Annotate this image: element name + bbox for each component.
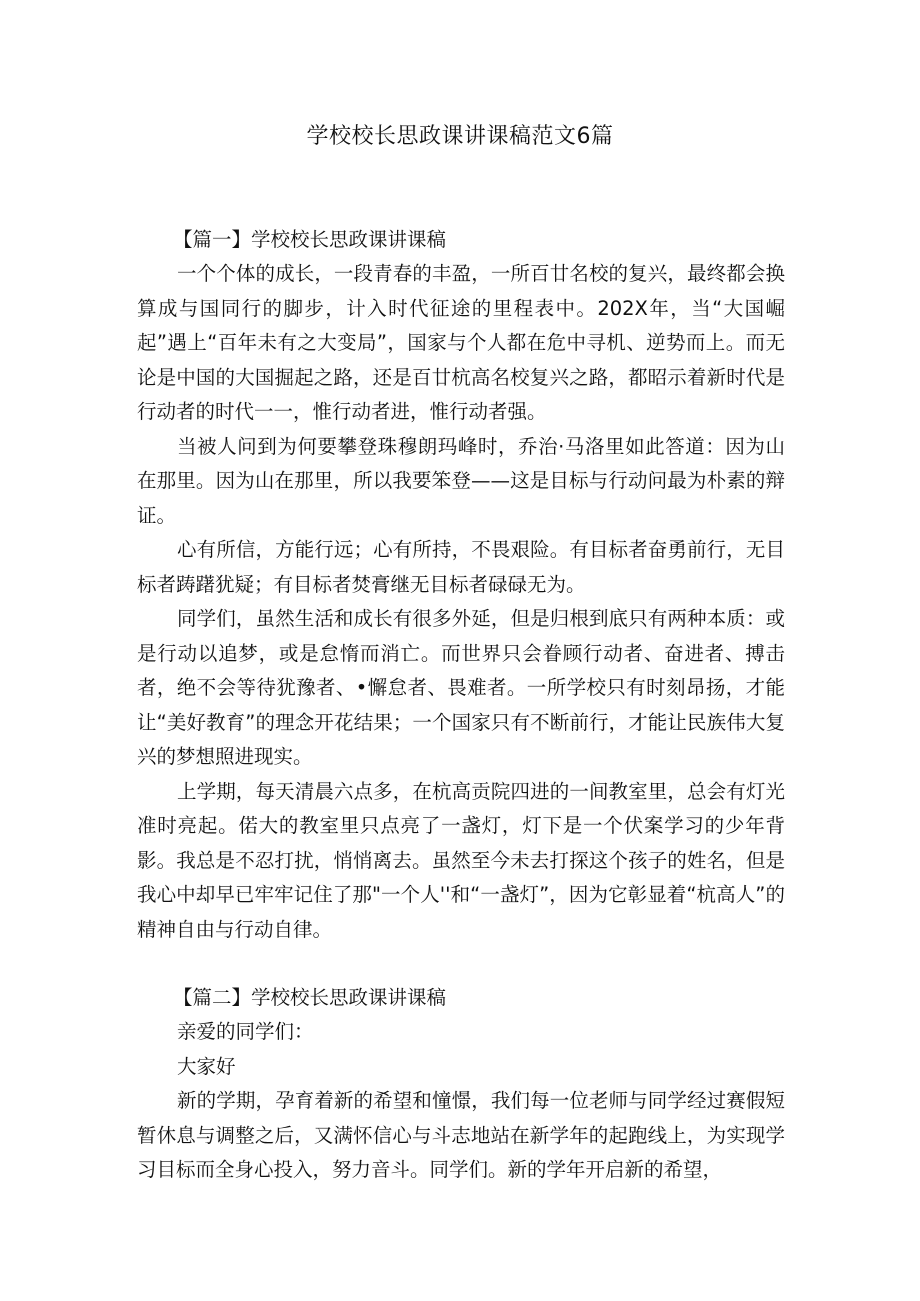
section-2-paragraph: 新的学期，孕育着新的希望和憧憬，我们每一位老师与同学经过赛假短暂休息与调整之后，又满怀信心与斗志地站在新学年的起跑线上，为实现学习目标而全身心投入，努力音斗。同学们。新的学年开启新的希望， — [137, 1089, 785, 1181]
section-1-paragraph: 上学期，每天清晨六点多，在杭高贡院四进的一间教室里，总会有灯光准时亮起。偌大的教室里只点亮了一盏灯，灯下是一个伏案学习的少年背影。我总是不忍打扰，悄悄离去。虽然至今未去打探这个孩子的姓名，但是我心中却早已牢牢记住了那"一个人''和“一盏灯”，因为它彰显着“杭高人”的精神自由与行动自律。 — [137, 779, 785, 941]
section-1-paragraph: 当被人问到为何要攀登珠穆朗玛峰时，乔治·马洛里如此答道：因为山在那里。因为山在那里，所以我要笨登——这是目标与行动问最为朴素的辩证。 — [137, 434, 785, 527]
section-1-heading: 【篇一】学校校长思政课讲课稿 — [173, 228, 447, 251]
document-body — [137, 223, 785, 1188]
document-title: 学校校长思政课讲课稿范文6篇 — [306, 124, 614, 149]
salutation: 亲爱的同学们： — [177, 1020, 314, 1043]
section-1-paragraph: 心有所信，方能行远；心有所持，不畏艰险。有目标者奋勇前行，无目标者踌躇犹疑；有目标者焚膏继无目标者碌碌无为。 — [137, 538, 785, 596]
greeting: 大家好 — [177, 1054, 236, 1078]
section-divider — [137, 947, 785, 981]
section-2-heading: 【篇二】学校校长思政课讲课稿 — [173, 986, 447, 1009]
section-1-paragraph: 同学们，虽然生活和成长有很多外延，但是归根到底只有两种本质：或是行动以追梦，或是怠惰而消亡。而世界只会眷顾行动者、奋进者、搏击者，绝不会等待犹豫者、•懈怠者、畏难者。一所学校只有时刻昂扬，才能让“美好教育”的理念开花结果；一个国家只有不断前行，才能让民族伟大复兴的梦想照进现实。 — [137, 607, 785, 768]
section-1-paragraph: 一个个体的成长，一段青春的丰盈，一所百廿名校的复兴，最终都会换算成与国同行的脚步，计入时代征途的里程表中。202X年，当“大国崛起”遇上“百年未有之大变局”，国家与个人都在危中寻机、逆势而上。而无论是中国的大国掘起之路，还是百廿杭高名校复兴之路，都昭示着新时代是行动者的时代一一，惟行动者进，惟行动者强。 — [137, 262, 785, 423]
